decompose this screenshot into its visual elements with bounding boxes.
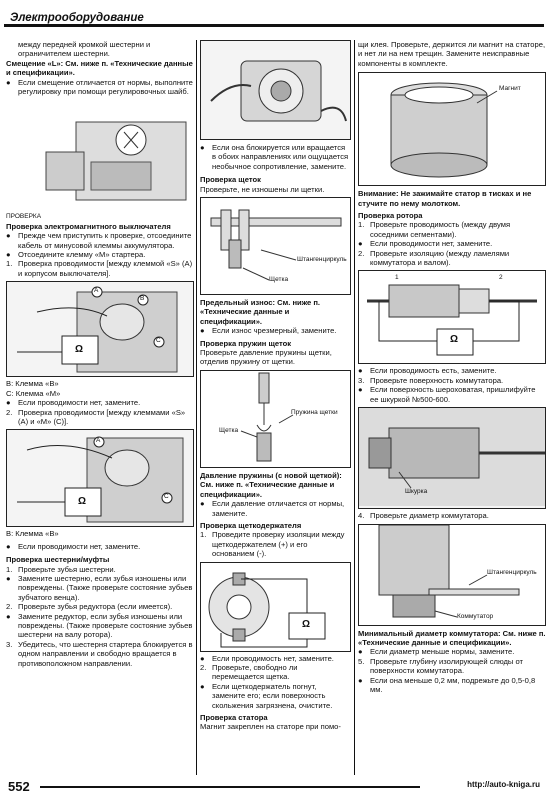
stator-text: Магнит закреплен на статоре при помо-	[200, 722, 341, 732]
list-item: ● Если проводимость есть, замените.	[358, 366, 497, 376]
list-item: ● Если давление отличается от нормы, замените.	[200, 499, 345, 518]
list-item: ● Замените редуктор, если зубья изношены или повреждены. (Также проверьте состояние зубьев шестерни на валу ротора).	[6, 611, 193, 640]
figure-spring-check	[200, 370, 351, 468]
column-middle	[200, 40, 351, 732]
min-diameter-heading: Минимальный диаметр коммутатора: См. ниже п. «Технические данные и спецификации».	[358, 628, 546, 647]
column-divider	[196, 40, 197, 775]
list-item: 2. Проверьте, свободно ли перемещается щетка.	[200, 662, 298, 682]
list-item: ● Если смещение отличается от нормы, выполните регулировку при помощи регулировочных шайб.	[6, 77, 193, 97]
figure-switch-test-2	[6, 429, 194, 527]
list-item: ● Если проводимости нет, замените.	[6, 398, 141, 408]
ohmmeter-symbol: Ω	[450, 334, 459, 346]
intro-text: между передней кромкой шестерни и ограничителем шестерни.	[18, 40, 151, 59]
brush-heading: Проверка щеток	[200, 175, 261, 185]
callout-a: A	[94, 287, 99, 295]
list-item: 2. Проверьте изоляцию (между ламелями коммутатора и валом).	[358, 248, 510, 268]
label-commutator: Коммутатор	[457, 612, 494, 620]
list-item: ● Отсоедините клемму «M» стартера.	[6, 250, 146, 260]
label-brush: Щетка	[219, 426, 239, 434]
rotor-illustration	[359, 271, 545, 361]
list-item: 4. Проверьте диаметр коммутатора.	[358, 511, 489, 521]
figure-holder-check	[200, 562, 351, 652]
column-divider	[354, 40, 355, 775]
figure-commutator-sanding	[358, 407, 546, 509]
spring-gauge-illustration	[201, 371, 350, 465]
footer-rule	[40, 786, 420, 788]
callout-c: C	[164, 493, 169, 501]
page-header	[0, 6, 550, 30]
pressure-heading: Давление пружины (с новой щеткой): См. ниже п. «Технические данные и спецификации».	[200, 470, 342, 499]
list-item: 1. Проверьте проводимость (между двумя соседними сегментами).	[358, 220, 511, 239]
list-item: 1. Проверка проводимости [между клеммой «S» (А) и корпусом выключателя].	[6, 259, 193, 278]
ohmmeter-symbol: Ω	[75, 344, 84, 356]
column-right	[358, 40, 546, 694]
section-label: ПРОВЕРКА	[6, 213, 42, 221]
list-item: ● Если щеткодержатель погнут, замените его; если поверхность скольжения загрязнена, очистите.	[200, 681, 333, 710]
spring-text: Проверьте давление пружины щетки, отделив пружину от щетки.	[200, 348, 332, 367]
list-item: 1. Проверьте зубья шестерни.	[6, 564, 116, 574]
switch-illustration	[7, 282, 193, 374]
section-title: Электрооборудование	[10, 12, 144, 24]
caption-b: B: Клемма «B»	[6, 379, 59, 389]
figure-switch-test-1	[6, 281, 194, 377]
list-item: ● Замените шестерню, если зубья изношены или повреждены. (Также проверьте состояние зубьев зубчатого венца).	[6, 573, 193, 602]
list-item: 2. Проверка проводимости [между клеммами «S» (А) и «M» (С)].	[6, 407, 186, 426]
label-spring: Пружина щетки	[291, 408, 338, 416]
list-item: 1. Проведите проверку изоляции между щеткодержателем (+) и его основанием (-).	[200, 530, 345, 559]
gear-heading: Проверка шестерни/муфты	[6, 555, 110, 565]
callout-2: 2	[499, 274, 503, 282]
spring-heading: Проверка пружин щеток	[200, 338, 292, 348]
list-item: 2. Проверьте зубья редуктора (если имеется).	[6, 602, 173, 612]
label-brush: Щетка	[269, 276, 289, 284]
list-item: ● Если проводимости нет, замените.	[358, 239, 493, 249]
switch-heading: Проверка электромагнитного выключателя	[6, 221, 171, 231]
footer-url[interactable]: http://auto-kniga.ru	[467, 780, 540, 789]
list-item: ● Если проводимость нет, замените.	[200, 653, 334, 663]
caption-c: C: Клемма «M»	[6, 388, 61, 398]
list-item: ● Если она меньше 0,2 мм, подрежьте до 0,5-0,8 мм.	[358, 675, 536, 694]
callout-b: B	[140, 295, 145, 303]
header-rule	[4, 24, 544, 27]
list-item: ● Если поверхность шероховатая, пришлифуйте ее шкуркой №500-600.	[358, 385, 536, 404]
label-caliper: Штангенциркуль	[487, 568, 537, 576]
brush-holder-illustration	[201, 563, 350, 649]
offset-heading: Смещение «L»: См. ниже п. «Технические данные и спецификации».	[6, 58, 193, 78]
callout-1: 1	[395, 274, 399, 282]
list-item: ● Если проводимости нет, замените.	[6, 541, 141, 551]
starter-illustration	[6, 100, 194, 210]
list-item: 3. Убедитесь, что шестерня стартера блокируется в одном направлении и свободно вращается в противоположном направлении.	[6, 639, 193, 668]
pinion-illustration	[201, 41, 350, 137]
ohmmeter-symbol: Ω	[78, 496, 87, 508]
wear-heading: Предельный износ: См. ниже п. «Технические данные и спецификации».	[200, 298, 321, 326]
stator-heading: Проверка статора	[200, 712, 268, 722]
label-caliper: Штангенциркуль	[297, 256, 347, 264]
figure-stator	[358, 72, 546, 186]
figure-rotor-test	[358, 270, 546, 364]
caption-b: B: Клемма «B»	[6, 529, 59, 539]
page-number: 552	[8, 779, 30, 794]
list-item: ● Прежде чем приступить к проверке, отсоедините кабель от минусовой клеммы аккумулятора.	[6, 231, 192, 250]
stator-continued: щи клея. Проверьте, держится ли магнит на статоре, и нет ли на нем трещин. Замените неисправные компоненты в комплекте.	[358, 40, 546, 68]
list-item: 5. Проверьте глубину изолирующей слюды от поверхности коммутатора.	[358, 656, 524, 676]
switch-illustration	[7, 430, 193, 524]
holder-heading: Проверка щеткодержателя	[200, 520, 302, 530]
warning-note: Внимание: Не зажимайте статор в тисках и не стучите по нему молотком.	[358, 189, 532, 208]
label-magnet: Магнит	[499, 85, 521, 93]
rotor-heading: Проверка ротора	[358, 211, 423, 221]
callout-a: A	[96, 437, 101, 445]
figure-starter-offset	[6, 100, 194, 210]
label-sandpaper: Шкурка	[405, 488, 428, 496]
brush-text: Проверьте, не изношены ли щетки.	[200, 184, 325, 194]
page-footer	[0, 776, 550, 796]
figure-brush-measure	[200, 197, 351, 295]
column-left	[6, 40, 194, 668]
figure-pinion-check	[200, 40, 351, 140]
list-item: ● Если диаметр меньше нормы, замените.	[358, 647, 515, 657]
list-item: ● Если она блокируется или вращается в обоих направлениях или ощущается необычное сопротивление, замените.	[200, 143, 349, 171]
ohmmeter-symbol: Ω	[302, 618, 311, 630]
sanding-illustration	[359, 408, 545, 506]
callout-c: C	[156, 337, 161, 345]
list-item: ● Если износ чрезмерный, замените.	[200, 326, 337, 336]
list-item: 3. Проверьте поверхность коммутатора.	[358, 375, 504, 385]
figure-commutator-diameter	[358, 524, 546, 626]
